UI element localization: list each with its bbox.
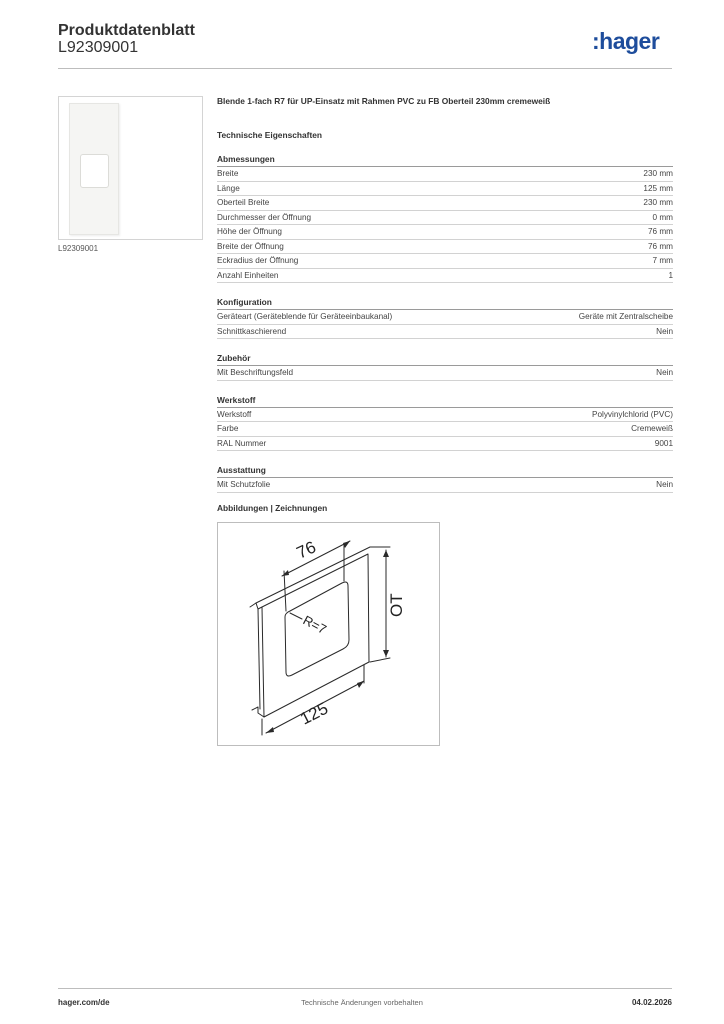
spec-row: [217, 269, 673, 284]
spec-value: Nein: [656, 368, 673, 378]
header-divider: [58, 68, 672, 69]
spec-row: [217, 422, 673, 437]
spec-label: Werkstoff: [217, 409, 252, 419]
plate-top-lip: [250, 603, 262, 609]
dim-ot-arrow-bottom: [383, 650, 389, 657]
technical-properties-heading: Technische Eigenschaften: [217, 130, 323, 140]
technical-data: [217, 96, 673, 493]
dim-76-ext-left: [284, 571, 286, 611]
spec-value: 76 mm: [647, 227, 673, 237]
spec-section: [217, 465, 673, 493]
spec-value: Nein: [656, 326, 673, 336]
spec-row: [217, 211, 673, 226]
spec-value: 7 mm: [652, 256, 673, 266]
dim-125-arrow-right: [357, 681, 364, 688]
plate-bottom-lip: [252, 707, 264, 717]
spec-row: [217, 182, 673, 197]
spec-label: Anzahl Einheiten: [217, 270, 279, 280]
section-title: Ausstattung: [217, 465, 673, 478]
spec-label: RAL Nummer: [217, 438, 267, 448]
section-title: Konfiguration: [217, 297, 673, 310]
spec-label: Durchmesser der Öffnung: [217, 212, 312, 222]
spec-value: 76 mm: [647, 241, 673, 251]
spec-row: [217, 196, 673, 211]
article-number: L92309001: [58, 39, 139, 56]
spec-label: Geräteart (Geräteblende für Geräteeinbaukanal): [217, 312, 393, 322]
spec-label: Länge: [217, 183, 240, 193]
label-125: 125: [297, 698, 332, 729]
spec-row: [217, 325, 673, 340]
plate-face: [262, 554, 369, 717]
section-title: Werkstoff: [217, 395, 673, 408]
spec-row: [217, 437, 673, 452]
logo-text: hager: [599, 28, 660, 54]
dim-76-line: [282, 541, 350, 576]
section-title: Zubehör: [217, 353, 673, 366]
spec-label: Farbe: [217, 424, 239, 434]
spec-value: 230 mm: [643, 169, 673, 179]
spec-label: Schnittkaschierend: [217, 326, 287, 336]
spec-value: Cremeweiß: [631, 424, 673, 434]
product-image: [58, 96, 203, 240]
spec-row: [217, 366, 673, 381]
spec-value: Nein: [656, 480, 673, 490]
spec-row: [217, 225, 673, 240]
label-ot: OT: [387, 593, 406, 617]
spec-label: Oberteil Breite: [217, 198, 270, 208]
label-76: 76: [293, 537, 319, 563]
section-title: Abmessungen: [217, 154, 673, 167]
spec-row: [217, 310, 673, 325]
spec-value: Polyvinylchlorid (PVC): [592, 409, 673, 419]
spec-label: Mit Beschriftungsfeld: [217, 368, 293, 378]
dim-76-arrow-left: [282, 570, 289, 576]
figures-heading: Abbildungen | Zeichnungen: [217, 503, 328, 513]
spec-label: Eckradius der Öffnung: [217, 256, 299, 266]
footer-note: Technische Änderungen vorbehalten: [301, 998, 423, 1007]
spec-value: 230 mm: [643, 198, 673, 208]
spec-label: Breite der Öffnung: [217, 241, 284, 251]
spec-row: [217, 408, 673, 423]
product-description: Blende 1-fach R7 für UP-Einsatz mit Rahmen PVC zu FB Oberteil 230mm cremeweiß: [217, 96, 551, 106]
product-image-caption: L92309001: [58, 244, 99, 253]
spec-label: Breite: [217, 169, 239, 179]
spec-value: 9001: [654, 438, 673, 448]
plate-opening: [80, 154, 109, 188]
spec-value: 125 mm: [643, 183, 673, 193]
spec-value: 1: [668, 270, 673, 280]
spec-label: Höhe der Öffnung: [217, 227, 282, 237]
spec-value: Geräte mit Zentralscheibe: [578, 312, 673, 322]
footer-divider: [58, 988, 672, 989]
logo-dots-icon: :: [592, 28, 600, 54]
page-title: Produktdatenblatt: [58, 22, 195, 39]
dim-ot-ext-bottom: [370, 658, 390, 662]
radius-leader: [290, 613, 302, 619]
dim-125-arrow-left: [266, 727, 274, 733]
cover-plate-image: [69, 103, 119, 235]
spec-section: [217, 154, 673, 283]
technical-drawing-svg: [218, 523, 439, 745]
spec-row: [217, 478, 673, 493]
footer-website-link[interactable]: hager.com/de: [58, 998, 110, 1007]
spec-value: 0 mm: [652, 212, 673, 222]
technical-drawing: [217, 522, 440, 746]
spec-row: [217, 254, 673, 269]
spec-row: [217, 167, 673, 182]
spec-section: [217, 395, 673, 452]
spec-section: [217, 297, 673, 339]
spec-section: [217, 353, 673, 381]
plate-left-edge: [258, 609, 260, 709]
hager-logo[interactable]: [592, 28, 659, 55]
spec-sections: [217, 154, 673, 493]
footer-date: 04.02.2026: [631, 998, 672, 1007]
spec-label: Mit Schutzfolie: [217, 480, 271, 490]
label-radius: R=7: [300, 612, 330, 638]
spec-row: [217, 240, 673, 255]
dim-ot-arrow-top: [383, 550, 389, 557]
